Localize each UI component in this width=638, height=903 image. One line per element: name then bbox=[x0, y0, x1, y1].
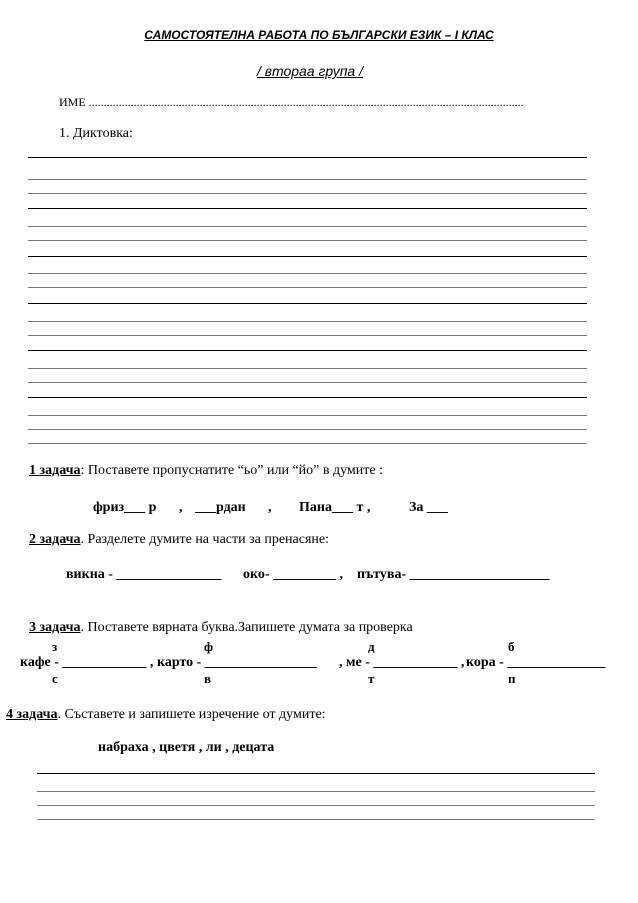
task3-heading bbox=[29, 620, 413, 636]
name-label: ИМЕ bbox=[59, 95, 86, 109]
task3-bottom-letter: с bbox=[52, 671, 58, 686]
writing-line bbox=[28, 256, 587, 257]
task1-label: 1 задача bbox=[29, 463, 81, 478]
task1-instruction: : Поставете пропуснатите “ьо” или “йо” в думите : bbox=[80, 463, 383, 478]
writing-line bbox=[28, 415, 587, 416]
task3-top-letter: ф bbox=[204, 639, 213, 654]
task4-instruction: . Съставете и запишете изречение от думите: bbox=[57, 707, 326, 722]
task1-heading bbox=[29, 463, 383, 479]
task3-top-letter: д bbox=[368, 639, 375, 654]
writing-line bbox=[28, 273, 587, 274]
writing-line bbox=[28, 208, 587, 209]
writing-line bbox=[28, 157, 587, 158]
task3-bottom-letter: п bbox=[508, 671, 516, 686]
task3-word: , ме - ____________ , bbox=[339, 655, 465, 670]
writing-line bbox=[37, 791, 595, 792]
task1-word: Пана___ т , bbox=[299, 500, 371, 515]
task3-top-letter: з bbox=[52, 639, 58, 654]
writing-line bbox=[28, 193, 587, 194]
writing-line bbox=[28, 368, 587, 369]
task3-word: карто - ________________ bbox=[157, 655, 317, 670]
group-subtitle: / втораа група / bbox=[257, 63, 363, 79]
writing-line bbox=[37, 819, 595, 820]
writing-line bbox=[28, 287, 587, 288]
writing-line bbox=[28, 335, 587, 336]
task1-word: , bbox=[179, 500, 183, 515]
task4-label: 4 задача bbox=[6, 707, 58, 722]
task3-bottom-letter: в bbox=[204, 671, 212, 686]
task2-instruction: . Разделете думите на части за пренасяне: bbox=[80, 532, 330, 547]
writing-line bbox=[28, 240, 587, 241]
task3-instruction: . Поставете вярната буква.Запишете думата за проверка bbox=[80, 620, 413, 635]
task1-word: ___рдан bbox=[195, 500, 246, 515]
writing-line bbox=[28, 382, 587, 383]
writing-line bbox=[28, 226, 587, 227]
writing-line bbox=[37, 773, 595, 774]
writing-line bbox=[28, 443, 587, 444]
task2-heading bbox=[29, 532, 329, 548]
page-title: САМОСТОЯТЕЛНА РАБОТА ПО БЪЛГАРСКИ ЕЗИК – I КЛАС bbox=[144, 28, 494, 42]
task3-word: кора - ______________ bbox=[466, 655, 606, 670]
task3-top-letter: б bbox=[508, 639, 515, 654]
writing-line bbox=[28, 429, 587, 430]
writing-line bbox=[28, 303, 587, 304]
task3-word: кафе - ____________ , bbox=[20, 655, 154, 670]
task2-label: 2 задача bbox=[29, 532, 81, 547]
task4-words: набраха , цветя , ли , децата bbox=[98, 740, 275, 755]
name-field bbox=[59, 95, 524, 110]
writing-line bbox=[28, 179, 587, 180]
task1-word: фриз___ р bbox=[93, 500, 157, 515]
task2-word: пътува- ____________________ bbox=[357, 567, 550, 582]
writing-line bbox=[28, 321, 587, 322]
task3-label: 3 задача bbox=[29, 620, 81, 635]
dictation-label: 1. Диктовка: bbox=[59, 126, 133, 141]
task3-bottom-letter: т bbox=[368, 671, 375, 686]
writing-line bbox=[37, 805, 595, 806]
name-dots: ................................................................................................................................................. bbox=[88, 95, 524, 109]
task1-word: За ___ bbox=[409, 500, 448, 515]
writing-line bbox=[28, 350, 587, 351]
task2-word: око- _________ , bbox=[243, 567, 344, 582]
task4-heading bbox=[6, 707, 326, 723]
task1-word: , bbox=[268, 500, 272, 515]
task2-word: викна - _______________ bbox=[66, 567, 222, 582]
writing-line bbox=[28, 397, 587, 398]
